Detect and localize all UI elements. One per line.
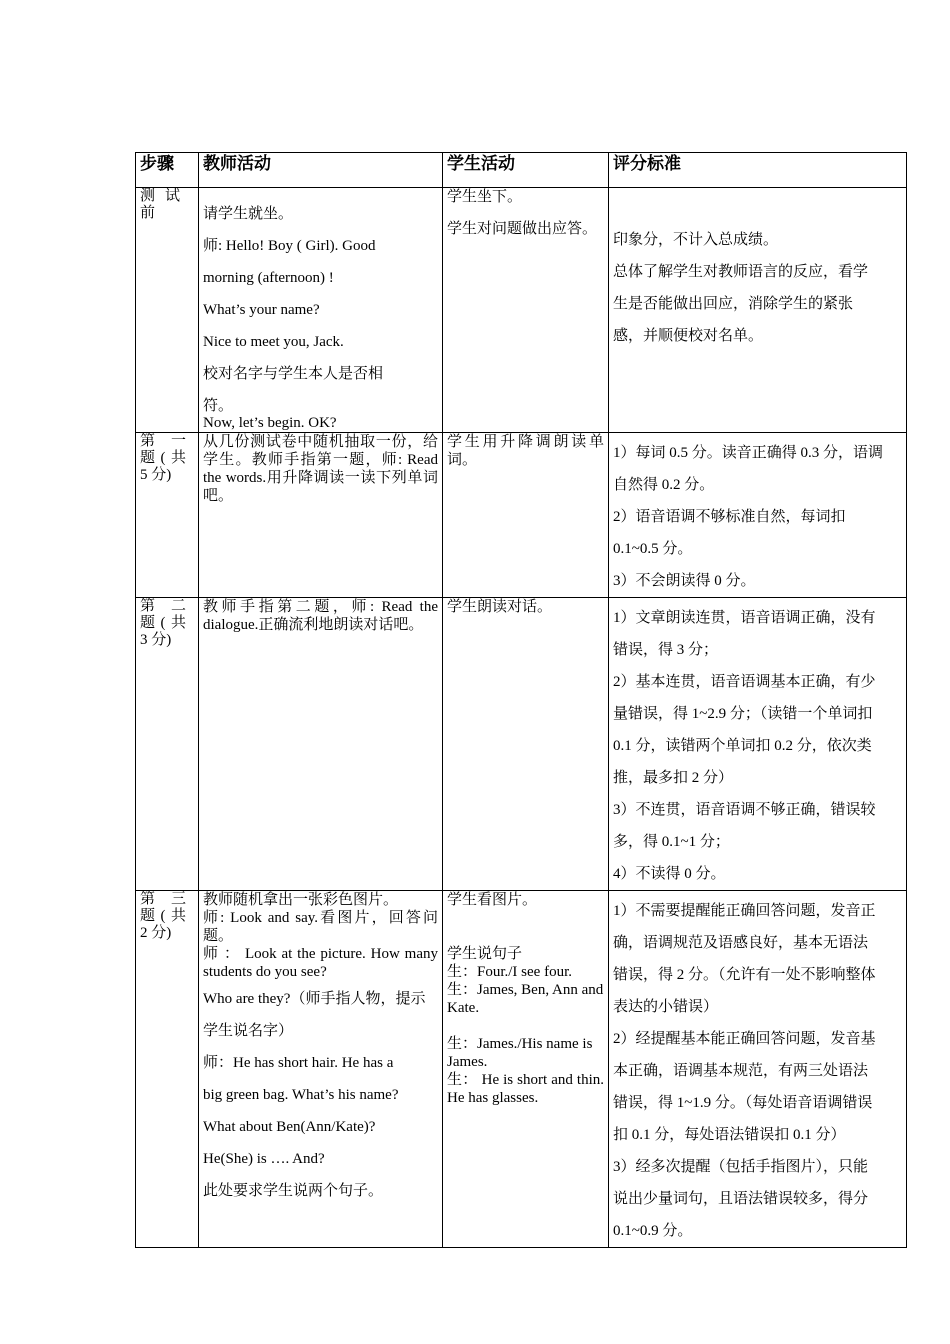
- teacher-line: Nice to meet you, Jack.: [203, 334, 344, 350]
- teacher-line: 符。: [203, 398, 234, 414]
- criteria-line: 扣 0.1 分，每处语法错误扣 0.1 分）: [613, 1127, 846, 1143]
- criteria-line: 4）不读得 0 分。: [613, 866, 726, 882]
- student-cell: [443, 891, 609, 1248]
- student-cell: 学生用升降调朗读单词。: [443, 433, 609, 598]
- criteria-line: 确，语调规范及语感良好，基本无语法: [613, 935, 869, 951]
- criteria-line: 生是否能做出回应，消除学生的紧张: [613, 296, 854, 312]
- student-line: 生：Four./I see four.: [447, 964, 572, 980]
- table-header-row: [136, 153, 907, 188]
- teacher-line: 校对名字与学生本人是否相: [203, 366, 384, 382]
- teacher-line: 请学生就坐。: [203, 206, 294, 222]
- criteria-cell: [609, 598, 907, 891]
- student-line: 生：James./His name is James.: [447, 1036, 593, 1070]
- criteria-line: 感，并顺便校对名单。: [613, 328, 764, 344]
- teacher-line: 此处要求学生说两个句子。: [203, 1183, 384, 1199]
- criteria-cell: [609, 891, 907, 1248]
- criteria-line: 2）经提醒基本能正确回答问题，发音基: [613, 1031, 876, 1047]
- step-cell: 第 一 题(共 5 分): [136, 433, 199, 598]
- criteria-line: 1）文章朗读连贯，语音语调正确，没有: [613, 610, 876, 626]
- criteria-line: 0.1 分，读错两个单词扣 0.2 分，依次类: [613, 738, 872, 754]
- teacher-cell: [199, 188, 443, 433]
- criteria-cell: [609, 188, 907, 433]
- teacher-line: 学生说名字）: [203, 1023, 294, 1039]
- criteria-line: 2）语音语调不够标准自然，每词扣: [613, 509, 846, 525]
- criteria-line: 印象分，不计入总成绩。: [613, 232, 779, 248]
- table-row: [136, 188, 907, 433]
- header-teacher: 教师活动: [199, 153, 443, 188]
- step-cell: 第 三 题(共 2 分): [136, 891, 199, 1248]
- criteria-line: 说出少量词句，且语法错误较多，得分: [613, 1191, 869, 1207]
- criteria-line: 推，最多扣 2 分）: [613, 770, 734, 786]
- teacher-line: 师：He has short hair. He has a: [203, 1055, 394, 1071]
- table-row: [136, 891, 907, 1248]
- criteria-line: 3）不会朗读得 0 分。: [613, 573, 756, 589]
- teacher-line: 教师随机拿出一张彩色图片。: [203, 892, 399, 908]
- criteria-line: 多，得 0.1~1 分；: [613, 834, 730, 850]
- teacher-cell: 从几份测试卷中随机抽取一份，给学生。教师手指第一题，师: Read the words.用升降调读一读下列单词吧。: [199, 433, 443, 598]
- student-line: 学生说句子: [447, 946, 523, 962]
- criteria-line: 3）不连贯，语音语调不够正确，错误较: [613, 802, 876, 818]
- student-cell: [443, 188, 609, 433]
- header-criteria: 评分标准: [609, 153, 907, 188]
- scoring-table: [135, 152, 907, 1248]
- criteria-line: 错误，得 2 分。（允许有一处不影响整体: [613, 967, 876, 983]
- teacher-line: big green bag. What’s his name?: [203, 1087, 399, 1103]
- teacher-line: He(She) is …. And?: [203, 1151, 325, 1167]
- teacher-line: What’s your name?: [203, 302, 320, 318]
- teacher-line: morning (afternoon) !: [203, 270, 334, 286]
- criteria-line: 总体了解学生对教师语言的反应，看学: [613, 264, 869, 280]
- student-line: 学生看图片。: [447, 892, 538, 908]
- criteria-line: 自然得 0.2 分。: [613, 477, 715, 493]
- criteria-line: 2）基本连贯，语音语调基本正确，有少: [613, 674, 876, 690]
- student-line: 学生坐下。: [447, 189, 523, 205]
- teacher-line: 师 ： Look at the picture. How many students do you see?: [203, 946, 438, 980]
- step-cell: 第 二 题(共 3 分): [136, 598, 199, 891]
- criteria-line: 0.1~0.5 分。: [613, 541, 693, 557]
- criteria-line: 本正确，语调基本规范，有两三处语法: [613, 1063, 869, 1079]
- teacher-line: What about Ben(Ann/Kate)?: [203, 1119, 376, 1135]
- criteria-line: 表达的小错误）: [613, 999, 719, 1015]
- student-line: 生：James, Ben, Ann and Kate.: [447, 982, 604, 1016]
- teacher-line: 师: Hello! Boy ( Girl). Good: [203, 238, 376, 254]
- student-line: 学生对问题做出应答。: [447, 221, 598, 237]
- student-cell: 学生朗读对话。: [443, 598, 609, 891]
- teacher-line: 师: Look and say.看图片，回答问题。: [203, 910, 438, 944]
- step-cell: 测 试 前: [136, 188, 199, 433]
- header-student: 学生活动: [443, 153, 609, 188]
- teacher-cell: 教师手指第二题，师: Read the dialogue.正确流利地朗读对话吧。: [199, 598, 443, 891]
- criteria-line: 1）每词 0.5 分。读音正确得 0.3 分，语调: [613, 445, 884, 461]
- criteria-line: 3）经多次提醒（包括手指图片），只能: [613, 1159, 869, 1175]
- table-row: [136, 433, 907, 598]
- criteria-line: 0.1~0.9 分。: [613, 1223, 693, 1239]
- student-line: 生： He is short and thin. He has glasses.: [447, 1072, 604, 1106]
- criteria-line: 错误，得 1~1.9 分。（每处语音语调错误: [613, 1095, 873, 1111]
- teacher-line: Who are they?（师手指人物，提示: [203, 991, 426, 1007]
- criteria-cell: [609, 433, 907, 598]
- teacher-line: Now, let’s begin. OK?: [203, 415, 337, 431]
- teacher-cell: [199, 891, 443, 1248]
- header-step: 步骤: [136, 153, 199, 188]
- criteria-line: 量错误，得 1~2.9 分；（读错一个单词扣: [613, 706, 873, 722]
- table-row: [136, 598, 907, 891]
- criteria-line: 1）不需要提醒能正确回答问题，发音正: [613, 903, 876, 919]
- criteria-line: 错误，得 3 分；: [613, 642, 719, 658]
